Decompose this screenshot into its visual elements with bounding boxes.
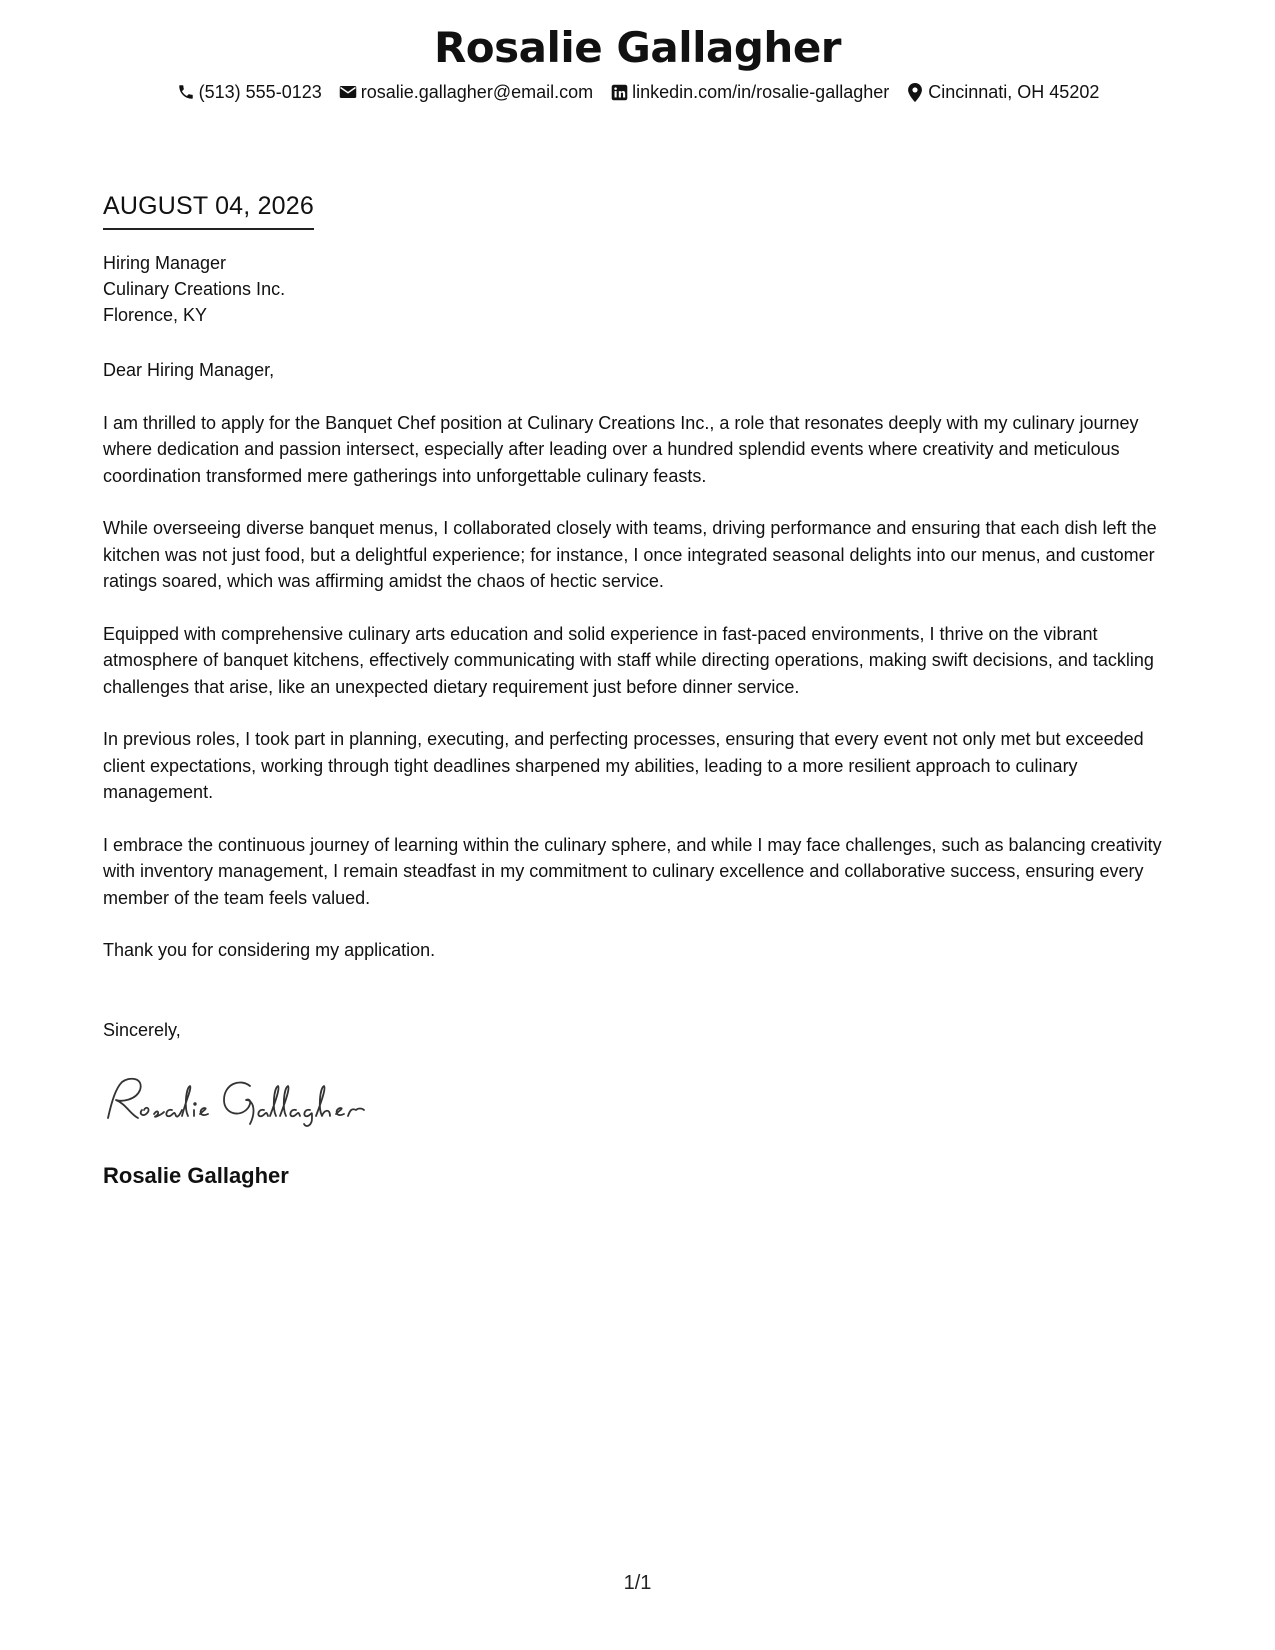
body-paragraph: I embrace the continuous journey of learning within the culinary sphere, and while I may face challenges, such as balancing creativity with inventory management, I remain steadfast in my commitment to culinary excellence and collaborative success, ensuring every member of the team feels valued.	[103, 834, 1162, 908]
body-paragraph: While overseeing diverse banquet menus, I collaborated closely with teams, driving performance and ensuring that each dish left the kitchen was not just food, but a delightful experience; for instance, I once integrated seasonal delights into our menus, and customer ratings soared, which was affirming amidst the chaos of hectic service.	[103, 518, 1157, 591]
handwritten-signature	[100, 1070, 370, 1130]
email-text: rosalie.gallagher@email.com	[360, 82, 594, 102]
body-paragraph: In previous roles, I took part in planning, executing, and perfecting processes, ensuring that every event not only met but exceeded client expectations, working through tight deadlines sharpened my abilities, leading to a more resilient approach to culinary management.	[103, 729, 1144, 802]
recipient-location: Florence, KY	[103, 305, 208, 325]
body-paragraph: Equipped with comprehensive culinary arts education and solid experience in fast-paced environments, I thrive on the vibrant atmosphere of banquet kitchens, effectively communicating with staff while directing operations, making swift decisions, and tackling challenges that arise, like an unexpected dietary requirement just before dinner service.	[103, 623, 1154, 697]
closing-line: Sincerely,	[103, 1020, 181, 1040]
recipient-block	[103, 250, 285, 328]
body-paragraph: I am thrilled to apply for the Banquet Chef position at Culinary Creations Inc., a role that resonates deeply with my culinary journey where dedication and passion intersect, especially after leading over a hundred splendid events where creativity and meticulous coordination transformed mere gatherings into unforgettable culinary feasts.	[103, 412, 1139, 486]
letter-date: AUGUST 04, 2026	[103, 190, 314, 230]
salutation: Dear Hiring Manager,	[103, 360, 275, 380]
location-text: Cincinnati, OH 45202	[928, 82, 1100, 102]
contact-linkedin	[609, 80, 889, 104]
contact-phone	[176, 80, 322, 104]
recipient-company: Culinary Creations Inc.	[103, 279, 286, 299]
thank-you-line: Thank you for considering my application.	[103, 940, 436, 960]
recipient-title: Hiring Manager	[103, 253, 227, 273]
applicant-name: Rosalie Gallagher	[433, 23, 842, 72]
map-pin-icon	[905, 82, 925, 102]
letter-body	[103, 357, 1178, 990]
signed-name: Rosalie Gallagher	[103, 1163, 289, 1188]
envelope-icon	[338, 82, 358, 102]
page-number: 1/1	[623, 1572, 652, 1594]
linkedin-icon	[609, 82, 629, 102]
phone-text: (513) 555-0123	[198, 82, 322, 102]
contact-location	[905, 80, 1099, 104]
linkedin-text: linkedin.com/in/rosalie-gallagher	[632, 82, 890, 102]
phone-icon	[176, 82, 196, 102]
contact-email	[338, 80, 593, 104]
contact-info-row	[0, 80, 1275, 104]
